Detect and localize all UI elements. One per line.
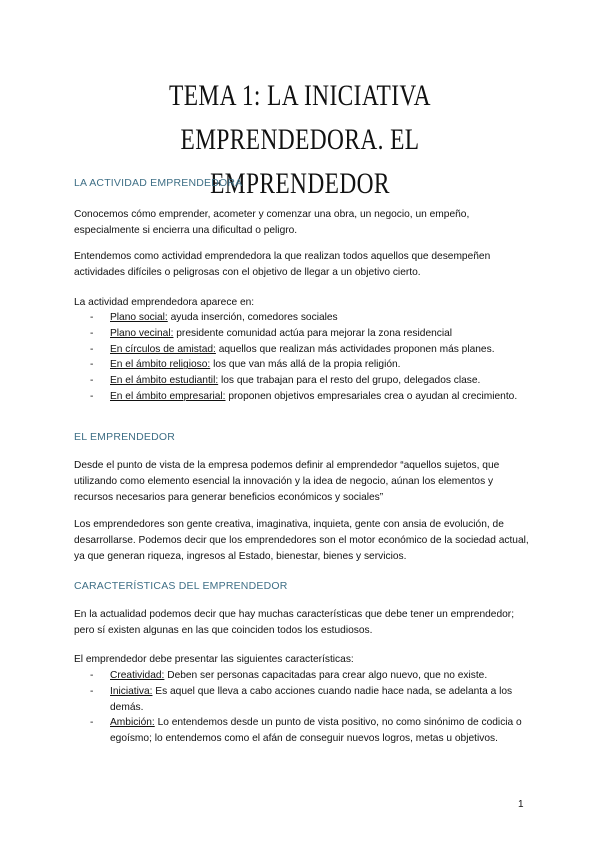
dash-bullet: - — [90, 685, 94, 697]
paragraph: Los emprendedores son gente creativa, imaginativa, inquieta, gente con ansia de evolución, de desarrollarse. Podemos decir que los emprendedores son el motor económico de la sociedad actual, ya que generan riqueza, ingresos al Estado, bienestar, bienes y servicios. — [74, 519, 529, 562]
paragraph: Desde el punto de vista de la empresa podemos definir al emprendedor “aquellos sujetos, que utilizando como elemento esencial la innovación y la idea de negocio, aúnan los elementos y recursos necesarios para generar beneficios económicos y sociales” — [74, 460, 500, 503]
list-item-term: En círculos de amistad: — [110, 343, 216, 355]
list-intro: La actividad emprendedora aparece en: — [74, 297, 255, 308]
dash-bullet: - — [90, 390, 94, 402]
list-item-text: Lo entendemos desde un punto de vista positivo, no como sinónimo de codicia o egoísmo; lo entendemos como el afán de conseguir nuevos logros, metas u objetivos. — [110, 717, 522, 745]
paragraph: En la actualidad podemos decir que hay muchas características que debe tener un emprendedor; pero sí existen algunas en las que coinciden todos los estudiosos. — [74, 609, 515, 636]
list-item — [74, 668, 530, 684]
list-item-text: presidente comunidad actúa para mejorar la zona residencial — [173, 327, 453, 339]
list-item-text: Es aquel que lleva a cabo acciones cuando nadie hace nada, se adelanta a los demás. — [110, 685, 513, 713]
actividad-list — [74, 310, 530, 405]
list-item-text: proponen objetivos empresariales crea o ayudan al crecimiento. — [225, 390, 518, 402]
list-item — [74, 326, 530, 342]
list-intro: El emprendedor debe presentar las siguientes características: — [74, 654, 354, 665]
caracteristicas-list — [74, 668, 530, 747]
list-item-term: Plano social: — [110, 312, 168, 323]
list-item — [74, 310, 530, 326]
list-item-text: Deben ser personas capacitadas para crear algo nuevo, que no existe. — [164, 670, 488, 681]
list-item-term: En el ámbito religioso: — [110, 359, 211, 371]
section-heading-emprendedor: EL EMPRENDEDOR — [74, 431, 176, 443]
list-item-term: Creatividad: — [110, 670, 165, 681]
list-item-term: Plano vecinal: — [110, 327, 174, 339]
section-heading-actividad: LA ACTIVIDAD EMPRENDEDORA — [74, 177, 243, 189]
page-number: 1 — [518, 799, 524, 810]
list-item — [74, 342, 530, 358]
list-item-text: ayuda inserción, comedores sociales — [167, 312, 338, 323]
dash-bullet: - — [90, 717, 94, 729]
paragraph: Conocemos cómo emprender, acometer y comenzar una obra, un negocio, un empeño, especialmente si encierra una dificultad o peligro. — [74, 209, 470, 236]
list-item-text: los que van más allá de la propia religión. — [210, 359, 401, 371]
list-item-term: Iniciativa: — [110, 685, 153, 697]
list-item-text: los que trabajan para el resto del grupo, delegados clase. — [218, 375, 481, 387]
dash-bullet: - — [90, 343, 94, 355]
list-item-text: aquellos que realizan más actividades proponen más planes. — [215, 343, 495, 355]
list-item — [74, 715, 530, 747]
dash-bullet: - — [90, 327, 94, 339]
list-item — [74, 373, 530, 389]
section-heading-caracteristicas: CARACTERÍSTICAS DEL EMPRENDEDOR — [74, 580, 288, 592]
dash-bullet: - — [90, 670, 94, 681]
list-item — [74, 357, 530, 373]
page-title: TEMA 1: LA INICIATIVA EMPRENDEDORA. EL EMPRENDEDOR — [169, 79, 431, 200]
list-item — [74, 389, 530, 405]
list-item-term: En el ámbito empresarial: — [110, 390, 226, 402]
dash-bullet: - — [90, 375, 94, 387]
list-item-term: En el ámbito estudiantil: — [110, 375, 219, 387]
list-item-term: Ambición: — [110, 717, 155, 729]
dash-bullet: - — [90, 312, 94, 323]
dash-bullet: - — [90, 359, 94, 371]
list-item — [74, 684, 530, 716]
paragraph: Entendemos como actividad emprendedora la que realizan todos aquellos que desempeñen actividades difíciles o peligrosas con el objetivo de llegar a un objetivo cierto. — [74, 251, 491, 278]
